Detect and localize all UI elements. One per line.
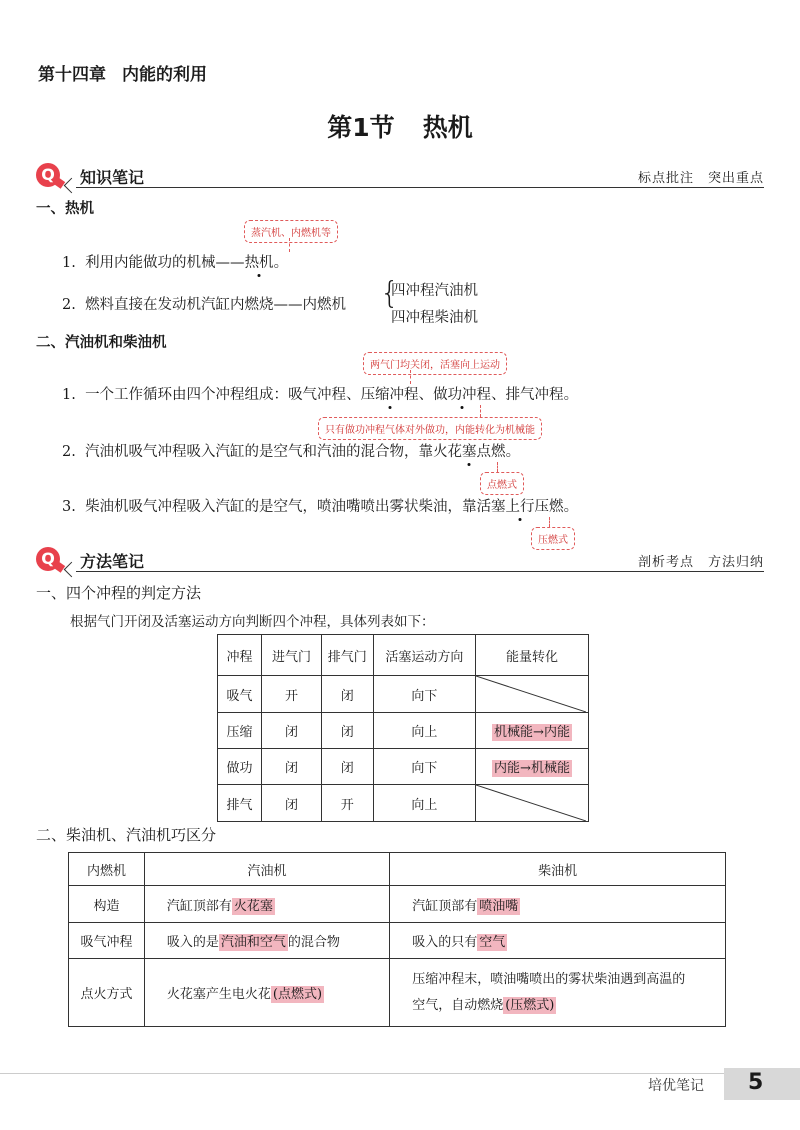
table-row: 压缩 闭 闭 向上 机械能→内能 <box>218 713 589 749</box>
method-heading: 方法笔记 <box>80 552 145 571</box>
strokes-table <box>217 634 589 822</box>
energy-conversion: 内能→机械能 <box>494 761 570 776</box>
table-row: 排气 闭 开 向上 <box>218 785 589 822</box>
annotation-note: 蒸汽机、内燃机等 <box>244 220 338 243</box>
heading-four-strokes: 一、四个冲程的判定方法 <box>36 584 202 602</box>
q-icon: Q <box>36 547 60 571</box>
empty-diagonal-cell <box>476 785 589 822</box>
knowledge-section-header <box>36 163 764 191</box>
highlight: 喷油嘴 <box>479 898 519 914</box>
footer-divider <box>0 1073 800 1074</box>
branch-item: 四冲程柴油机 <box>391 310 478 326</box>
list-item: 2. 汽油机吸气冲程吸入汽缸的是空气和汽油的混合物，靠火花塞点燃。 <box>62 444 521 460</box>
annotation-note: 压燃式 <box>531 527 575 550</box>
heading-distinguish: 二、柴油机、汽油机巧区分 <box>36 826 217 844</box>
q-icon: Q <box>36 163 60 187</box>
key-term: 活塞上行压燃 <box>476 499 564 515</box>
page-number: 5 <box>748 1070 764 1095</box>
list-item: 1. 利用内能做功的机械——热机。 <box>62 255 289 271</box>
highlight: 火花塞 <box>233 898 273 914</box>
brace: { <box>380 276 400 311</box>
table-row: 吸气 开 闭 向下 <box>218 676 589 713</box>
list-item: 2. 燃料直接在发动机汽缸内燃烧——内燃机 <box>62 297 347 313</box>
table-header-row: 内燃机 汽油机 柴油机 <box>69 853 726 886</box>
knowledge-heading: 知识笔记 <box>80 168 145 187</box>
empty-diagonal-cell <box>476 676 589 713</box>
table-header-row: 冲程 进气门 排气门 活塞运动方向 能量转化 <box>218 635 589 676</box>
heading-engines: 二、汽油机和柴油机 <box>36 335 167 351</box>
table-row: 点火方式 火花塞产生电火花 (点燃式) 压缩冲程末，喷油嘴喷出的雾状柴油遇到高温的 空气，自动燃烧 (压燃式) <box>69 959 726 1027</box>
list-item: 1. 一个工作循环由四个冲程组成：吸气冲程、压缩冲程、做功冲程、排气冲程。 <box>62 387 579 403</box>
section-name: 热机 <box>422 113 473 142</box>
annotation-note: 点燃式 <box>480 472 524 495</box>
section-title <box>0 108 800 144</box>
heading-heat-engine: 一、热机 <box>36 201 94 217</box>
list-item: 3. 柴油机吸气冲程吸入汽缸的是空气，喷油嘴喷出雾状柴油，靠活塞上行压燃。 <box>62 499 579 515</box>
knowledge-tagline: 标点批注 突出重点 <box>637 171 764 186</box>
key-term: 做功冲程 <box>433 387 492 403</box>
energy-conversion: 机械能→内能 <box>494 725 570 740</box>
chapter-number: 第十四章 <box>38 65 106 85</box>
highlight: 汽油和空气 <box>220 935 286 950</box>
table-row: 吸气冲程 吸入的是 汽油和空气 的混合物 吸入的只有 空气 <box>69 923 726 959</box>
table-row: 构造 汽缸顶部有 火花塞 汽缸顶部有 喷油嘴 <box>69 886 726 923</box>
chapter-name: 内能的利用 <box>122 65 207 85</box>
engine-comparison-table <box>68 852 726 1027</box>
method-tagline: 剖析考点 方法归纳 <box>637 555 764 570</box>
key-term: 火花塞点燃 <box>433 444 506 460</box>
footer-text: 培优笔记 <box>648 1078 704 1094</box>
key-term: 压缩冲程 <box>360 387 419 403</box>
table-row: 做功 闭 闭 向下 内能→机械能 <box>218 749 589 785</box>
method-section-header <box>36 547 764 575</box>
highlight: 空气 <box>479 935 506 950</box>
key-term: 热机 <box>244 255 274 271</box>
annotation-note: 只有做功冲程气体对外做功，内能转化为机械能 <box>318 417 542 440</box>
chapter-header <box>38 60 207 85</box>
branch-item: 四冲程汽油机 <box>391 283 478 299</box>
annotation-note: 两气门均关闭，活塞向上运动 <box>363 352 507 375</box>
section-number: 第1节 <box>327 113 395 142</box>
highlight: (点燃式) <box>272 987 323 1002</box>
highlight: (压燃式) <box>505 997 555 1013</box>
intro-text: 根据气门开闭及活塞运动方向判断四个冲程，具体列表如下： <box>70 614 435 630</box>
